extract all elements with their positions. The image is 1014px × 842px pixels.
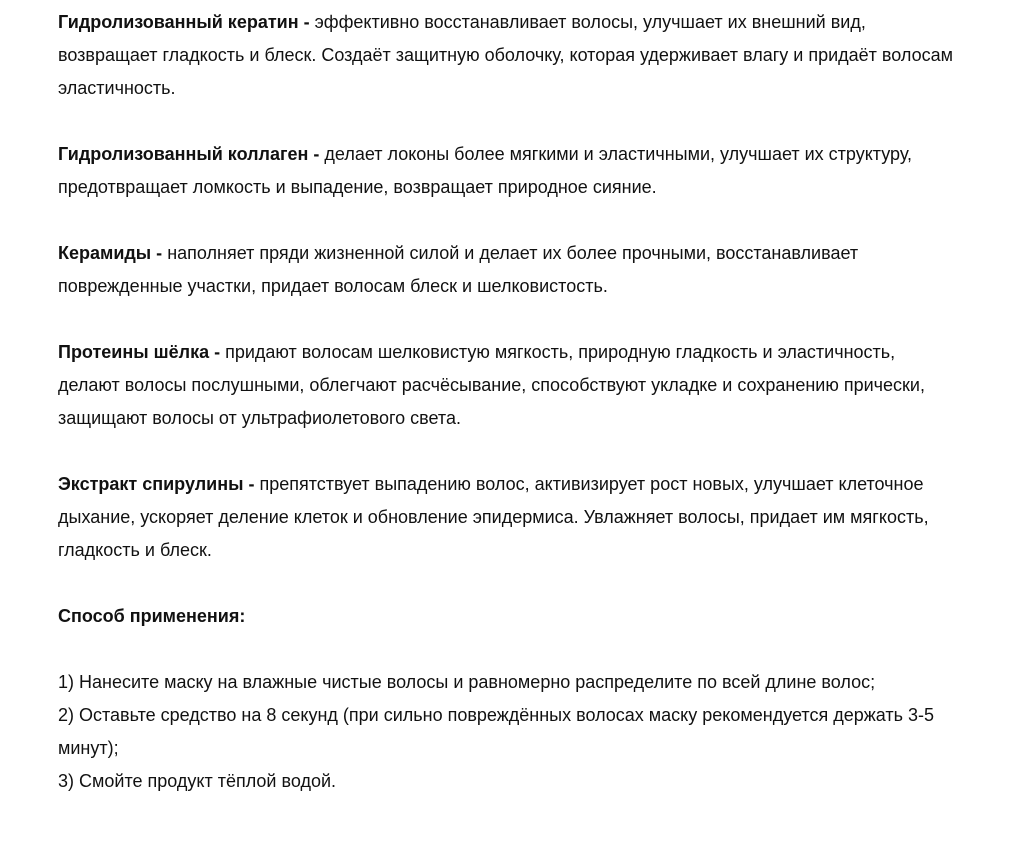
ingredient-name: Гидролизованный кератин -: [58, 12, 310, 32]
usage-step: 1) Нанесите маску на влажные чистые волосы и равномерно распределите по всей длине волос;: [58, 672, 876, 692]
ingredient-description: наполняет пряди жизненной силой и делает их более прочными, восстанавливает поврежденные участки, придает волосам блеск и шелковистость.: [58, 243, 859, 296]
ingredient-name: Керамиды -: [58, 243, 163, 263]
ingredient-keratin: [58, 6, 958, 105]
ingredient-description: эффективно восстанавливает волосы, улучшает их внешний вид, возвращает гладкость и блеск. Создаёт защитную оболочку, которая удерживает влагу и придаёт волосам эластичность.: [58, 12, 953, 98]
ingredient-name: Протеины шёлка -: [58, 342, 221, 362]
usage-step: 2) Оставьте средство на 8 секунд (при сильно повреждённых волосах маску рекомендуется держать 3-5 минут);: [58, 705, 935, 758]
ingredient-collagen: [58, 138, 958, 204]
ingredient-name: Экстракт спирулины -: [58, 474, 255, 494]
ingredient-description: придают волосам шелковистую мягкость, природную гладкость и эластичность, делают волосы послушными, облегчают расчёсывание, способствуют укладке и сохранению прически, защищают волосы от ультрафиолетового света.: [58, 342, 925, 428]
ingredient-spirulina: [58, 468, 958, 567]
usage-heading: Способ применения:: [58, 606, 246, 626]
usage-step: 3) Смойте продукт тёплой водой.: [58, 771, 337, 791]
ingredient-silk-proteins: [58, 336, 958, 435]
usage-steps: [58, 666, 958, 798]
ingredient-description: делает локоны более мягкими и эластичными, улучшает их структуру, предотвращает ломкость и выпадение, возвращает природное сияние.: [58, 144, 913, 197]
ingredient-name: Гидролизованный коллаген -: [58, 144, 320, 164]
ingredient-ceramides: [58, 237, 958, 303]
ingredient-description: препятствует выпадению волос, активизирует рост новых, улучшает клеточное дыхание, ускоряет деление клеток и обновление эпидермиса. Увлажняет волосы, придает им мягкость, гладкость и блеск.: [58, 474, 929, 560]
